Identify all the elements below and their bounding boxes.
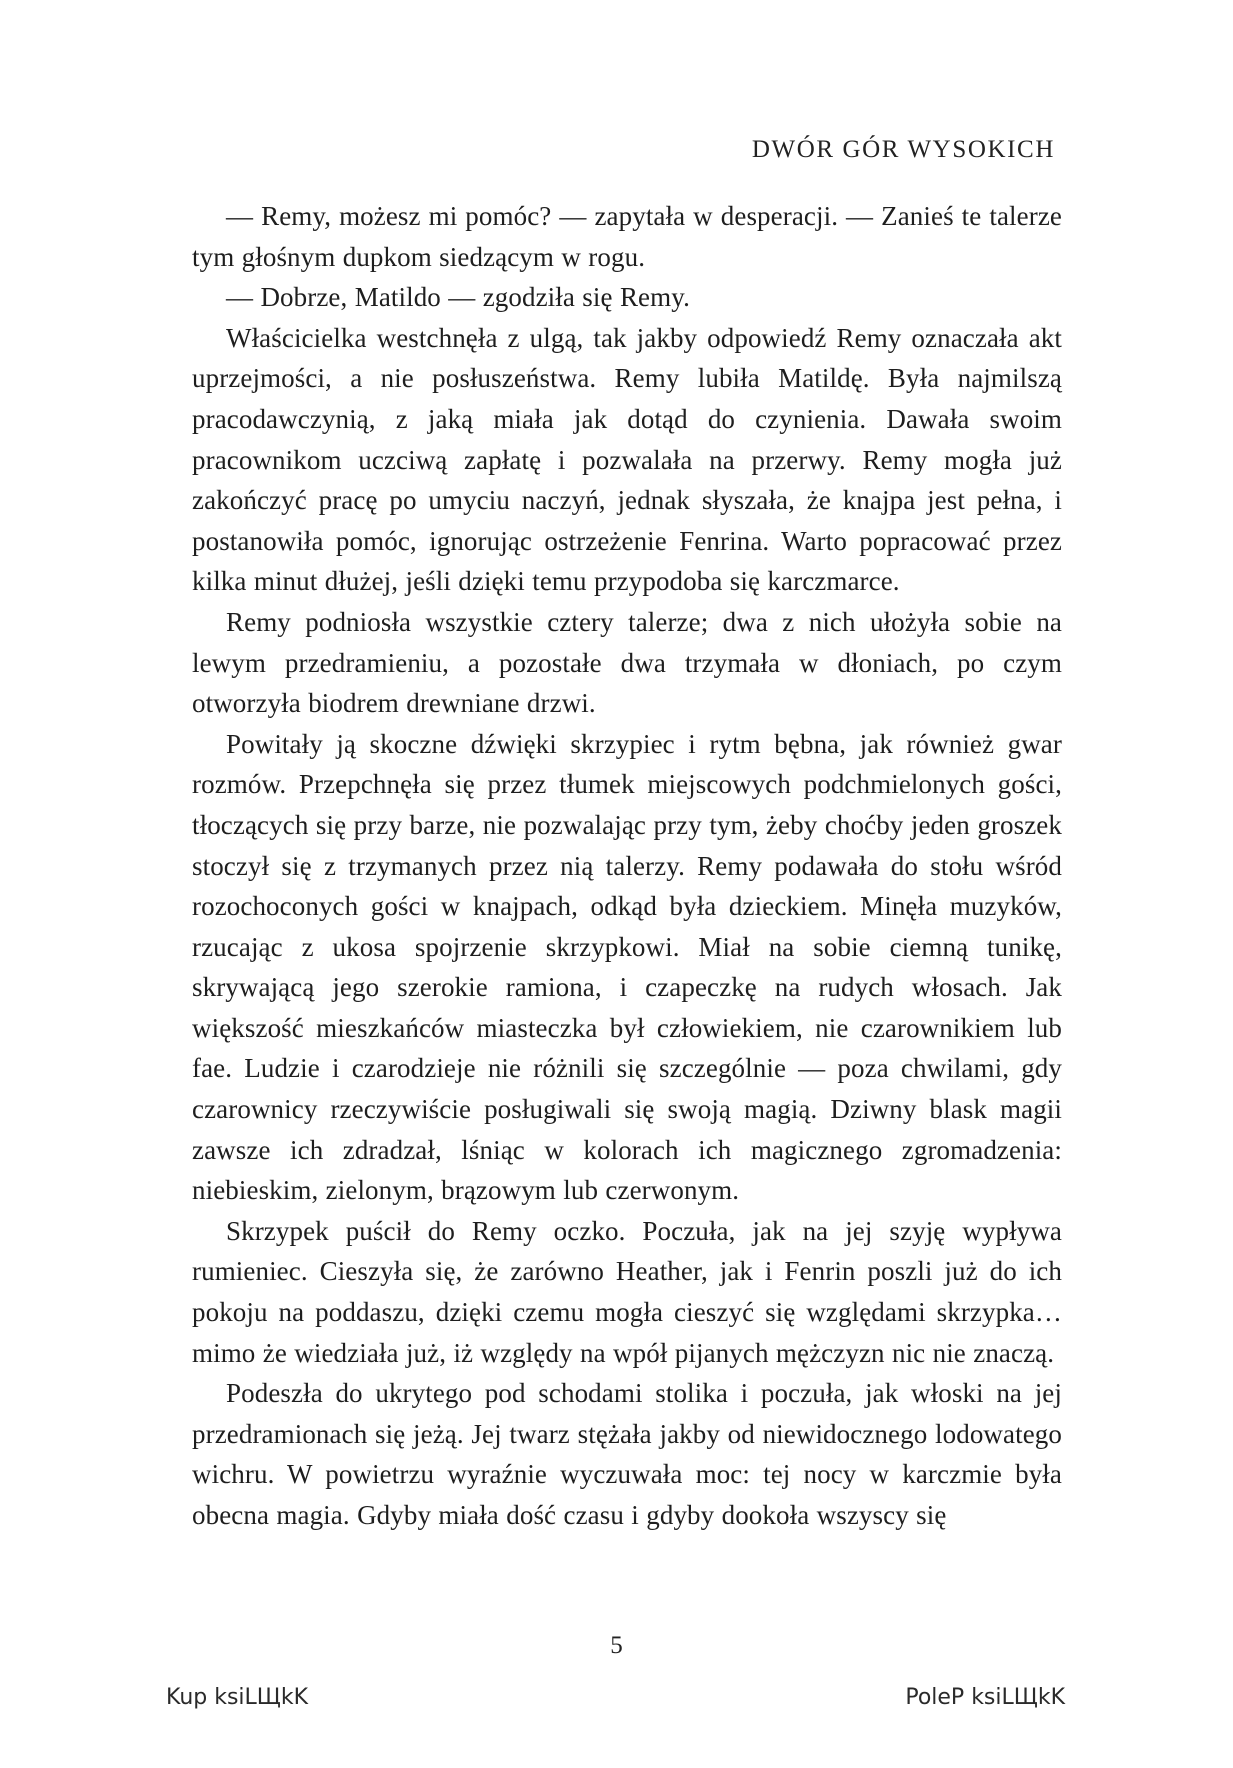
paragraph: Podeszła do ukrytego pod schodami stolika i poczuła, jak włoski na jej przedramionach się jeżą. Jej twarz stężała jakby od niewidocznego lodowatego wichru. W powietrzu wyraźnie wyczuwała moc: tej nocy w karczmie była obecna magia. Gdyby miała dość czasu i gdyby dookoła wszyscy się xyxy=(192,1378,1062,1530)
buy-book-link[interactable]: Kup ksiLЩkK xyxy=(166,1685,309,1710)
paragraph: Skrzypek puścił do Remy oczko. Poczuła, jak na jej szyję wypływa rumieniec. Cieszyła się, że zarówno Heather, jak i Fenrin poszli już do ich pokoju na poddaszu, dzięki czemu mogła cieszyć się względami skrzypka… mimo że wiedziała już, iż względy na wpół pijanych mężczyzn nic nie znaczą. xyxy=(192,1215,1062,1368)
page-number: 5 xyxy=(610,1632,623,1659)
paragraph: Powitały ją skoczne dźwięki skrzypiec i rytm bębna, jak również gwar rozmów. Przepchnęła się przez tłumek miejscowych podchmielonych gości, tłoczących się przy barze, nie pozwalając przy tym, żeby choćby jeden groszek stoczył się z trzymanych przez nią talerzy. Remy podawała do stołu wśród rozochoconych gości w knajpach, odkąd była dzieckiem. Minęła muzyków, rzucając z ukosa spojrzenie skrzypkowi. Miał na sobie ciemną tunikę, skrywającą jego szerokie ramiona, i czapeczkę na rudych włosach. Jak większość mieszkańców miasteczka był człowiekiem, nie czarownikiem lub fae. Ludzie i czarodzieje nie różnili się szczególnie — poza chwilami, gdy czarownicy rzeczywiście posługiwali się swoją magią. Dziwny blask magii zawsze ich zdradzał, lśniąc w kolorach ich magicznego zgromadzenia: niebieskim, zielonym, brązowym lub czerwonym. xyxy=(192,728,1062,1206)
recommend-book-link[interactable]: PoleP ksiLЩkK xyxy=(905,1685,1065,1710)
running-header-title: DWÓR GÓR WYSOKICH xyxy=(751,136,1055,163)
paragraph: — Dobrze, Matildo — zgodziła się Remy. xyxy=(226,282,690,313)
body-text xyxy=(192,196,1062,1536)
paragraph: Właścicielka westchnęła z ulgą, tak jakby odpowiedź Remy oznaczała akt uprzejmości, a nie posłuszeństwa. Remy lubiła Matildę. Była najmilszą pracodawczynią, z jaką miała jak dotąd do czynienia. Dawała swoim pracownikom uczciwą zapłatę i pozwalała na przerwy. Remy mogła już zakończyć pracę po umyciu naczyń, jednak słyszała, że knajpa jest pełna, i postanowiła pomóc, ignorując ostrzeżenie Fenrina. Warto popracować przez kilka minut dłużej, jeśli dzięki temu przypodoba się karczmarce. xyxy=(192,322,1062,597)
paragraph: Remy podniosła wszystkie cztery talerze; dwa z nich ułożyła sobie na lewym przedramieniu, a pozostałe dwa trzymała w dłoniach, po czym otworzyła biodrem drewniane drzwi. xyxy=(192,606,1062,719)
paragraph: — Remy, możesz mi pomóc? — zapytała w desperacji. — Zanieś te talerze tym głośnym dupkom siedzącym w rogu. xyxy=(192,201,1062,272)
